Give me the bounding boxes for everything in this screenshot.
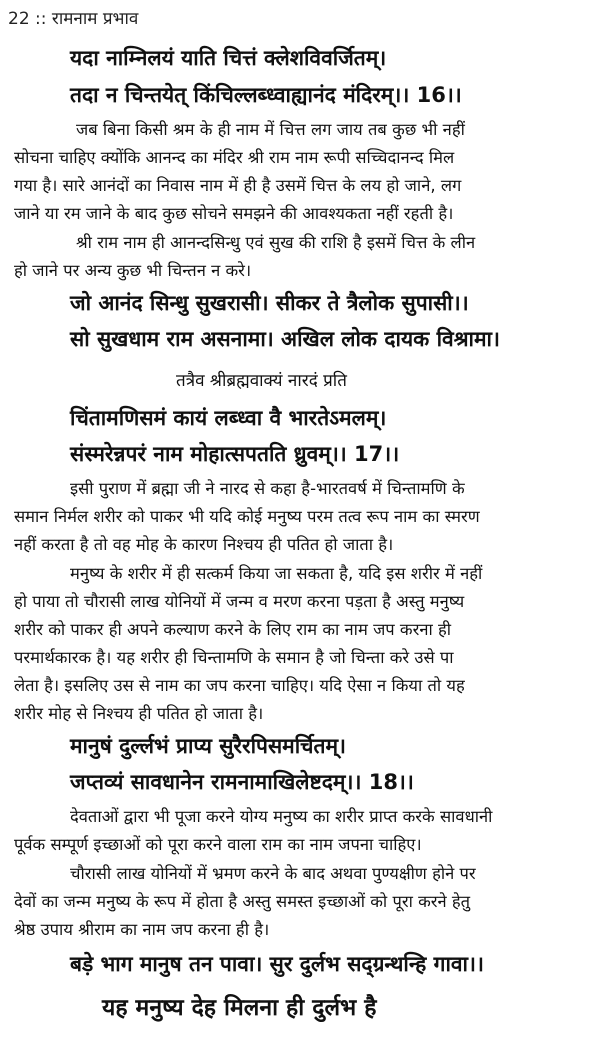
final-heading: यह मनुष्य देह मिलना ही दुर्लभ है [102, 995, 377, 1021]
paragraph-6-line-3: श्रेष्ठ उपाय श्रीराम का नाम जप करना ही है। [14, 920, 270, 939]
paragraph-4-line-1: मनुष्य के शरीर में ही सत्कर्म किया जा सकता है, यदि इस शरीर में नहीं [70, 564, 483, 583]
paragraph-4-line-3: शरीर को पाकर ही अपने कल्याण करने के लिए राम का नाम जप करना ही [14, 620, 452, 639]
verse-17-line-1: चिंतामणिसमं कायं लब्ध्वा वै भारतेऽमलम्। [70, 406, 387, 430]
paragraph-5-line-1: देवताओं द्वारा भी पूजा करने योग्य मनुष्य का शरीर प्राप्त करके सावधानी [70, 807, 493, 826]
paragraph-3-line-3: नहीं करता है तो वह मोह के कारण निश्चय ही पतित हो जाता है। [14, 535, 394, 554]
paragraph-2-line-1: श्री राम नाम ही आनन्दसिन्धु एवं सुख की राशि है इसमें चित्त के लीन [76, 233, 476, 252]
paragraph-2-line-2: हो जाने पर अन्य कुछ भी चिन्तन न करे। [14, 261, 252, 280]
verse-16-line-2: तदा न चिन्तयेत् किंचिल्लब्ध्वाह्यानंद मंदिरम्।। 16।। [70, 83, 462, 107]
paragraph-1-line-3: गया है। सारे आनंदों का निवास नाम में ही है उसमें चित्त के लय हो जाने, लग [14, 176, 462, 195]
paragraph-4-line-5: लेता है। इसलिए उस से नाम का जप करना चाहिए। यदि ऐसा न किया तो यह [14, 676, 465, 695]
chaupai-2-line: बड़े भाग मानुष तन पावा। सुर दुर्लभ सद्ग्रन्थन्हि गावा।। [70, 952, 484, 976]
chaupai-1-line-2: सो सुखधाम राम असनामा। अखिल लोक दायक विश्रामा। [70, 327, 500, 351]
verse-18-line-1: मानुषं दुर्ल्लभं प्राप्य सुरैरपिसमर्चितम्। [70, 734, 346, 758]
paragraph-4-line-6: शरीर मोह से निश्चय ही पतित हो जाता है। [14, 704, 264, 723]
chaupai-1-line-1: जो आनंद सिन्धु सुखरासी। सीकर ते त्रैलोक सुपासी।। [70, 291, 469, 315]
section-subheading: तत्रैव श्रीब्रह्मवाक्यं नारदं प्रति [176, 371, 347, 391]
paragraph-6-line-1: चौरासी लाख योनियों में भ्रमण करने के बाद अथवा पुण्यक्षीण होने पर [70, 864, 476, 883]
paragraph-4-line-2: हो पाया तो चौरासी लाख योनियों में जन्म व मरण करना पड़ता है अस्तु मनुष्य [14, 592, 465, 611]
paragraph-1-line-4: जाने या रम जाने के बाद कुछ सोचने समझने की आवश्यकता नहीं रहती है। [14, 204, 454, 223]
paragraph-3-line-2: समान निर्मल शरीर को पाकर भी यदि कोई मनुष्य परम तत्व रूप नाम का स्मरण [14, 507, 480, 526]
paragraph-6-line-2: देवों का जन्म मनुष्य के रूप में होता है अस्तु समस्त इच्छाओं को पूरा करने हेतु [14, 892, 471, 911]
paragraph-5-line-2: पूर्वक सम्पूर्ण इच्छाओं को पूरा करने वाला राम का नाम जपना चाहिए। [14, 835, 422, 854]
verse-18-line-2: जप्तव्यं सावधानेन रामनामाखिलेष्टदम्।। 18।। [70, 770, 414, 794]
paragraph-1-line-2: सोचना चाहिए क्योंकि आनन्द का मंदिर श्री राम नाम रूपी सच्चिदानन्द मिल [14, 148, 455, 167]
paragraph-3-line-1: इसी पुराण में ब्रह्मा जी ने नारद से कहा है-भारतवर्ष में चिन्तामणि के [70, 479, 465, 498]
page-header: 22 :: रामनाम प्रभाव [8, 9, 139, 29]
verse-17-line-2: संस्मरेन्नपरं नाम मोहात्सपतति ध्रुवम्।। 17।। [70, 442, 400, 466]
paragraph-1-line-1: जब बिना किसी श्रम के ही नाम में चित्त लग जाय तब कुछ भी नहीं [76, 120, 465, 139]
paragraph-4-line-4: परमार्थकारक है। यह शरीर ही चिन्तामणि के समान है जो चिन्ता करे उसे पा [14, 648, 454, 667]
verse-16-line-1: यदा नाम्निलयं याति चित्तं क्लेशविवर्जितम्। [70, 46, 387, 70]
